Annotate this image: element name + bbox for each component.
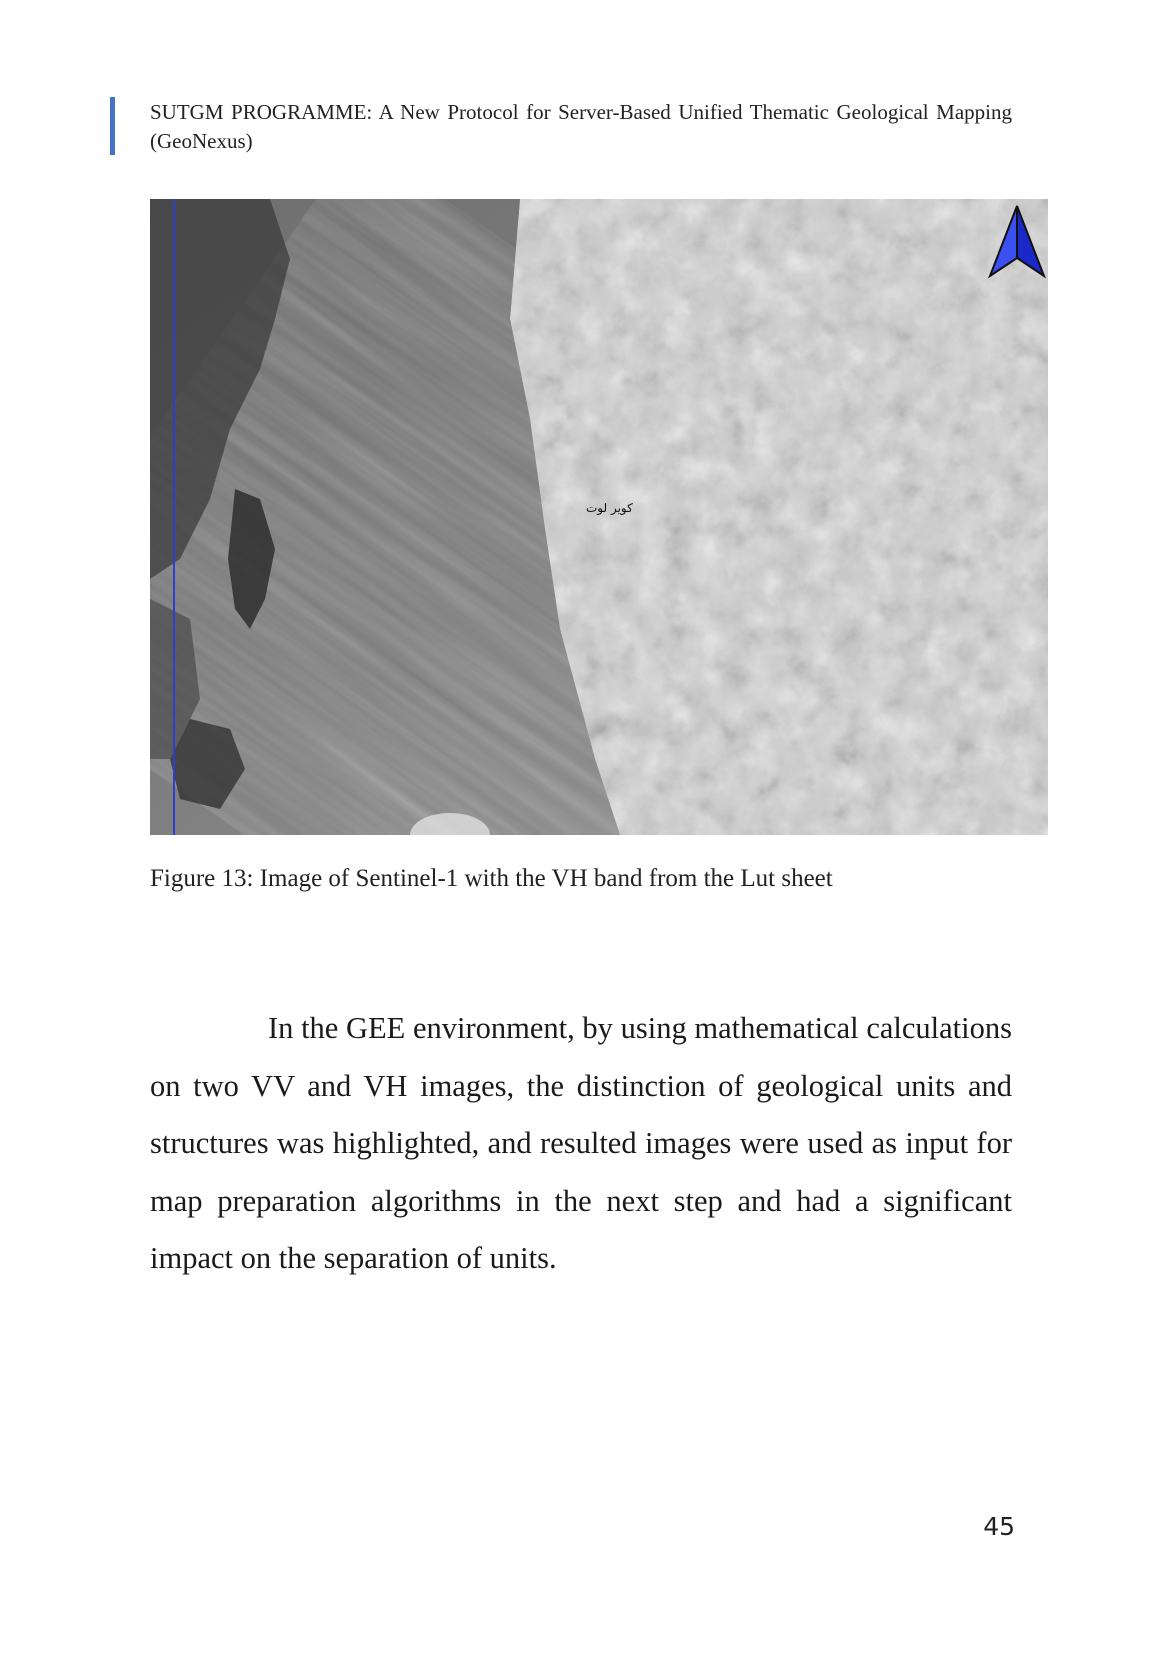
map-place-label: کویر لوت [586,501,633,515]
header-accent-bar [110,97,115,155]
north-arrow-icon [988,204,1046,280]
page-number: 45 [983,1512,1015,1541]
sentinel-1-satellite-image [150,199,1048,835]
running-header: SUTGM PROGRAMME: A New Protocol for Server-Based Unified Thematic Geological Mapping (GeoNexus) [150,100,1012,153]
body-paragraph-text: In the GEE environment, by using mathematical calculations on two VV and VH images, the distinction of geological units and structures was highlighted, and resulted images were used as input for map preparation algorithms in the next step and had a significant impact on the separation of units. [150,1011,1012,1275]
body-paragraph [150,1000,1012,1288]
figure-caption: Figure 13: Image of Sentinel-1 with the VH band from the Lut sheet [150,865,833,892]
